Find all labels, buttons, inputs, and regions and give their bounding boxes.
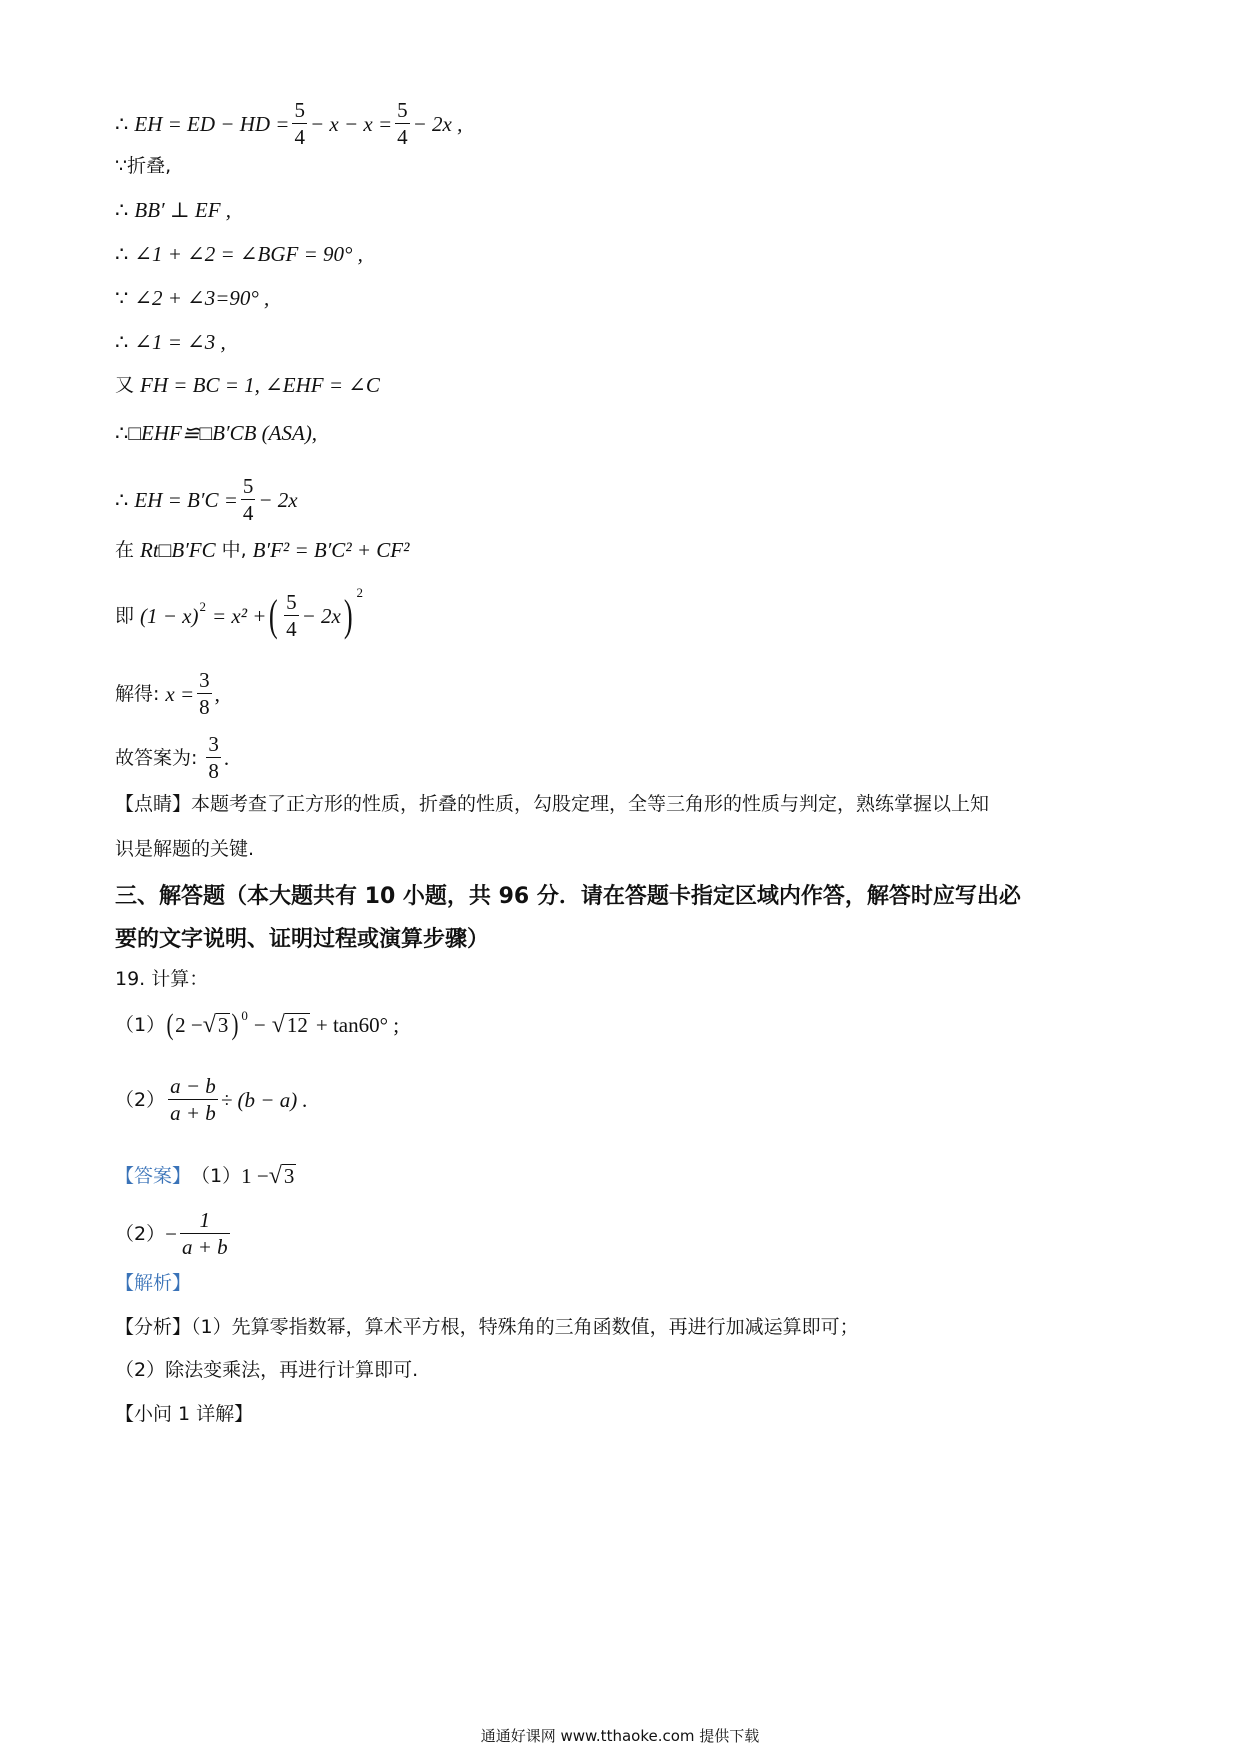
therefore-symbol: ∴: [115, 421, 129, 445]
therefore-symbol: ∴: [115, 198, 129, 222]
expression-text: (1 − x): [140, 603, 199, 628]
expression-text: EH = B′C =: [134, 487, 238, 512]
step-solution: [115, 670, 220, 718]
expression-text: − 2x: [301, 603, 341, 628]
comment-line-2: 识是解题的关键.: [115, 838, 255, 860]
question-19-part-2: [115, 1076, 308, 1124]
expression-text: .: [223, 745, 230, 770]
answer-tag: 【答案】: [115, 1164, 192, 1187]
step-pythagoras: [115, 540, 409, 561]
square-root: √ 3: [202, 1012, 229, 1039]
therefore-symbol: ∴: [115, 330, 129, 354]
question-19-part-1: [115, 1007, 400, 1041]
step-fold: [115, 157, 171, 176]
expression-text: ÷ (b − a) .: [220, 1087, 308, 1112]
expression-text: −: [253, 1012, 266, 1037]
expression-text: = x² +: [212, 603, 267, 628]
step-eh-value: [115, 476, 298, 524]
analysis-line-1: 【分析】（1）先算零指数幂，算术平方根，特殊角的三角函数值，再进行加减运算即可；: [115, 1316, 859, 1338]
expression-text: − 2x ,: [412, 111, 463, 136]
expression-text: BB′ ⊥ EF ,: [134, 198, 232, 222]
square-root: √ 3: [268, 1163, 295, 1190]
analysis-line-3: 【小问 1 详解】: [115, 1403, 254, 1425]
expression-text: FH = BC = 1, ∠EHF = ∠C: [140, 373, 380, 397]
step-equation: [115, 584, 364, 641]
fraction: $\frac{3}{8}$: [199, 668, 210, 719]
square-root: √ 12: [271, 1012, 308, 1039]
fraction: $\frac{1}{a + b}$: [181, 1208, 228, 1259]
therefore-symbol: ∴: [115, 487, 129, 512]
paren-left: (: [166, 1008, 174, 1041]
step-congruent: [115, 423, 317, 444]
step-text: ∵折叠,: [115, 155, 172, 177]
step-perpendicular: [115, 200, 231, 221]
answer-part-2: [115, 1210, 233, 1258]
answer-part-1: [115, 1164, 296, 1188]
step-final-answer: [115, 734, 229, 782]
therefore-symbol: ∴: [115, 111, 129, 136]
step-side-equal: [115, 375, 380, 396]
expression-text: ,: [214, 681, 220, 706]
expression-text: x =: [165, 681, 195, 706]
step-angle-sum-2: [115, 288, 269, 309]
fraction: $\frac{5}{4}$: [286, 590, 297, 641]
analysis-tag: 【解析】: [115, 1272, 192, 1294]
expression-text: 1 −: [241, 1163, 269, 1188]
paren-right: ): [343, 591, 353, 640]
part-label: （1）: [191, 1164, 242, 1187]
because-symbol: ∵: [115, 286, 129, 310]
exponent: 2: [199, 598, 206, 614]
fraction: $\frac{5}{4}$: [294, 98, 305, 149]
paren-right: ): [231, 1008, 239, 1041]
fraction: $\frac{a - b}{a + b}$: [170, 1074, 216, 1125]
section-heading-line-1: 三、解答题（本大题共有 10 小题，共 96 分．请在答题卡指定区域内作答，解答时应写出必: [115, 884, 1021, 909]
expression-text: ∠2 + ∠3=90° ,: [134, 286, 270, 310]
part-label: （2）: [115, 1222, 166, 1245]
step-text: 在: [115, 539, 135, 561]
expression-text: 2 −: [175, 1012, 203, 1037]
expression-text: ∠1 = ∠3 ,: [134, 330, 226, 354]
step-text: 中,: [221, 539, 247, 561]
exponent: 0: [241, 1007, 248, 1023]
question-19-title: 19. 计算：: [115, 968, 209, 990]
therefore-symbol: ∴: [115, 242, 129, 266]
exponent: 2: [356, 584, 364, 600]
step-angle-equal: [115, 332, 226, 353]
step-angle-sum: [115, 244, 363, 265]
expression-text: Rt□B′FC: [140, 538, 216, 562]
expression-text: − x − x =: [309, 111, 393, 136]
page-footer: 通通好课网 www.tthaoke.com 提供下载: [480, 1727, 760, 1745]
step-text: 故答案为:: [115, 746, 198, 769]
expression-text: B′F² = B′C² + CF²: [252, 538, 410, 562]
part-label: （2）: [115, 1088, 166, 1111]
comment-line-1: 【点睛】本题考查了正方形的性质，折叠的性质，勾股定理，全等三角形的性质与判定，熟练掌握以上知: [115, 793, 990, 815]
fraction: $\frac{3}{8}$: [208, 732, 219, 783]
expression-text: □EHF≌□B′CB (ASA),: [128, 421, 318, 445]
expression-text: −: [165, 1221, 177, 1246]
section-heading-line-2: 要的文字说明、证明过程或演算步骤）: [115, 927, 490, 952]
step-eh-expression: [115, 100, 462, 148]
step-text: 解得:: [115, 682, 160, 705]
expression-text: ∠1 + ∠2 = ∠BGF = 90° ,: [134, 242, 363, 266]
paren-left: (: [269, 591, 279, 640]
fraction: $\frac{5}{4}$: [242, 474, 254, 525]
fraction: $\frac{5}{4}$: [397, 98, 408, 149]
step-text: 即: [115, 604, 135, 627]
expression-text: + tan60° ;: [315, 1012, 400, 1037]
step-text: 又: [115, 374, 135, 396]
expression-text: − 2x: [258, 487, 298, 512]
part-label: （1）: [115, 1013, 166, 1036]
analysis-line-2: （2）除法变乘法，再进行计算即可.: [115, 1359, 419, 1381]
expression-text: EH = ED − HD =: [134, 111, 290, 136]
